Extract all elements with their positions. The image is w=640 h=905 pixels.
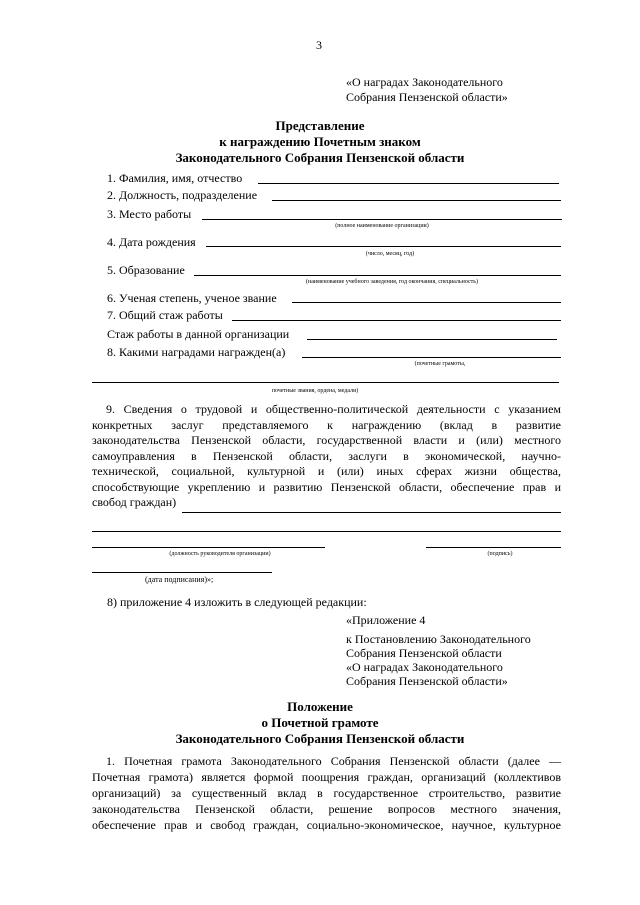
appendix-line-5: Собрания Пензенской области» xyxy=(346,674,508,688)
field-birthdate-line xyxy=(206,246,561,247)
field-org-experience-line xyxy=(307,339,557,340)
paragraph-line: 1. Почетная грамота Законодательного Собрания Пензенской области (далее — xyxy=(106,754,561,768)
signing-date-line xyxy=(92,572,272,573)
paragraph-line: обеспечение прав и свобод граждан, социально-экономическое, научное, культурное xyxy=(92,818,561,832)
item-9-line: законодательства Пензенской области, государственной власти и (или) местного xyxy=(92,433,561,447)
field-awards-hint-2: почетные звания, ордена, медали) xyxy=(271,388,359,394)
field-full-name-line xyxy=(258,183,559,184)
field-total-experience-line xyxy=(232,320,561,321)
item-9-line: свобод граждан) xyxy=(92,495,177,509)
field-birthdate-hint: (число, месяц, год) xyxy=(365,251,415,257)
field-org-experience-label: Стаж работы в данной организации xyxy=(107,327,290,341)
page-number: 3 xyxy=(316,38,322,52)
signing-date-hint: (дата подписания)»; xyxy=(145,575,214,584)
field-full-name-label: 1. Фамилия, имя, отчество xyxy=(107,171,243,185)
header-reference-line-1: «О наградах Законодательного xyxy=(346,75,503,89)
field-position-label: 2. Должность, подразделение xyxy=(107,188,258,202)
regulation-title-line-1: Положение xyxy=(287,699,353,714)
signature-line xyxy=(426,547,561,548)
field-awards-line xyxy=(302,357,561,358)
field-awards-hint-1: (почетные грамоты, xyxy=(414,361,466,367)
paragraph-line: организаций) за существенный вклад в государственное строительство, развитие xyxy=(92,786,561,800)
appendix-line-1: «Приложение 4 xyxy=(346,613,426,627)
field-education-hint: (наименование учебного заведения, год окончания, специальность) xyxy=(306,279,478,285)
appendix-line-2: к Постановлению Законодательного xyxy=(346,632,531,646)
field-awards-label: 8. Какими наградами награжден(а) xyxy=(107,345,286,359)
field-position-line xyxy=(272,200,561,201)
field-workplace-label: 3. Место работы xyxy=(107,207,192,221)
paragraph-line: законодательства Пензенской области, решение вопросов местного значения, xyxy=(92,802,561,816)
item-9-line-fill xyxy=(182,512,561,513)
regulation-title-line-2: о Почетной грамоте xyxy=(261,715,379,730)
field-total-experience-label: 7. Общий стаж работы xyxy=(107,308,223,322)
title-line-1: Представление xyxy=(275,118,365,133)
title-line-2: к награждению Почетным знаком xyxy=(219,134,421,149)
item-9-line: технической, социальной, культурной и (или) иных сферах жизни общества, xyxy=(92,464,561,478)
appendix-line-3: Собрания Пензенской области xyxy=(346,646,502,660)
field-education-line xyxy=(194,275,561,276)
header-reference-line-2: Собрания Пензенской области» xyxy=(346,90,508,104)
appendix-line-4: «О наградах Законодательного xyxy=(346,660,503,674)
field-education-label: 5. Образование xyxy=(107,263,185,277)
field-workplace-hint: (полное наименование организации) xyxy=(335,223,429,229)
manager-position-line xyxy=(92,547,325,548)
regulation-paragraph-1 xyxy=(92,753,561,833)
field-awards-line-2 xyxy=(92,382,559,383)
regulation-title-line-3: Законодательного Собрания Пензенской области xyxy=(175,731,465,746)
field-workplace-line xyxy=(202,219,562,220)
title-line-3: Законодательного Собрания Пензенской области xyxy=(175,150,465,165)
item-9-line: способствующие укреплению и развитию Пензенской области, обеспечение прав и xyxy=(92,479,561,494)
paragraph-line: Почетная грамота) является формой поощрения граждан, организаций (коллективов xyxy=(92,770,561,784)
field-birthdate-label: 4. Дата рождения xyxy=(107,235,196,249)
item-9-text xyxy=(92,402,561,511)
item-9-line: конкретных заслуг представляемого к награждению (вклад в развитие xyxy=(92,417,561,432)
manager-position-hint: (должность руководителя организации) xyxy=(169,551,271,557)
amendment-8-text: 8) приложение 4 изложить в следующей редакции: xyxy=(107,595,367,609)
field-degree-label: 6. Ученая степень, ученое звание xyxy=(107,291,277,305)
signature-hint: (подпись) xyxy=(487,551,513,557)
field-degree-line xyxy=(292,302,561,303)
item-9-line: 9. Сведения о трудовой и общественно-политической деятельности с указанием xyxy=(106,402,561,416)
item-9-blank-line xyxy=(92,531,561,532)
item-9-line: самоуправления в Пензенской области, заслуги в экономической, научно- xyxy=(92,448,561,463)
